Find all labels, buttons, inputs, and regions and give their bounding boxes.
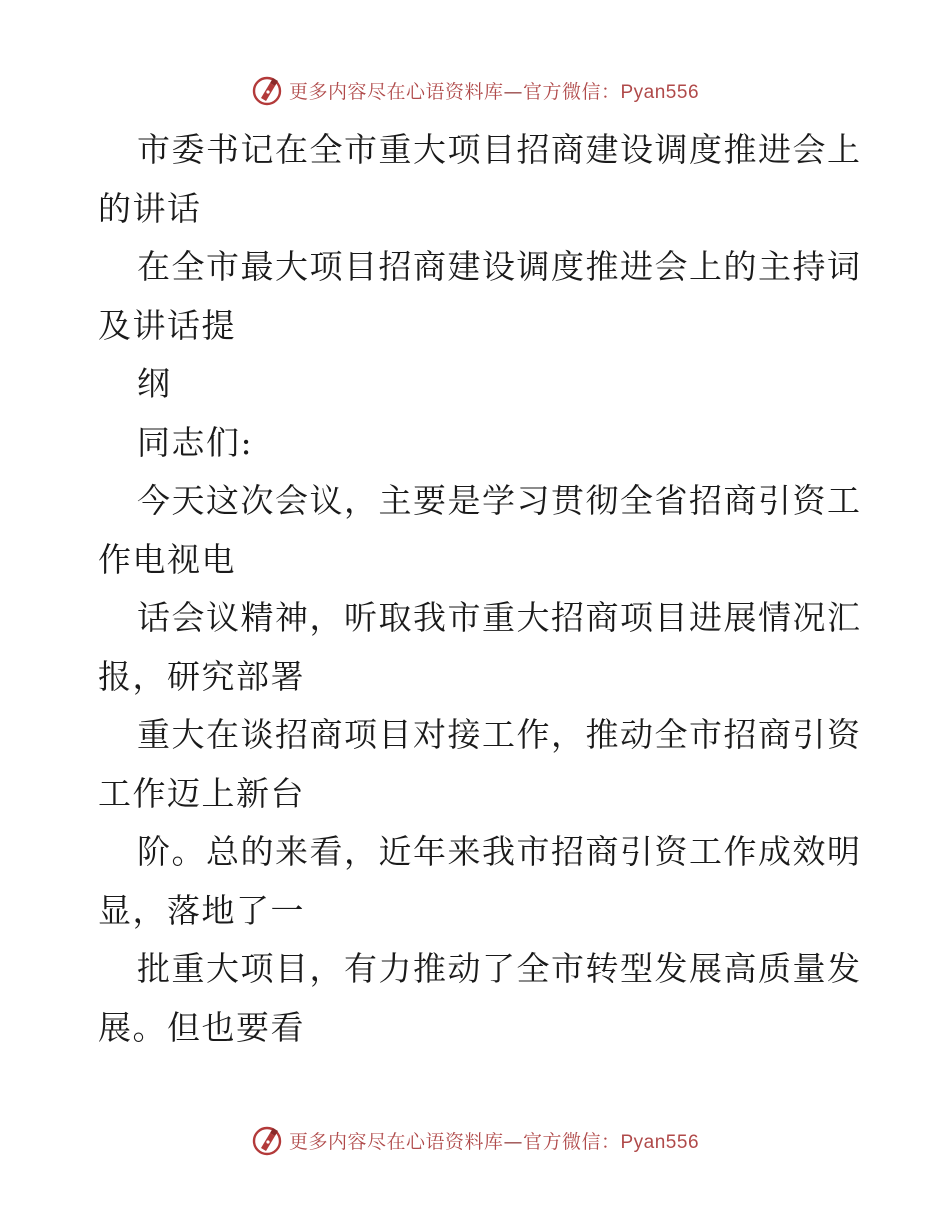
document-line: 作电视电 — [98, 539, 236, 579]
document-line: 报，研究部署 — [98, 656, 305, 696]
document-line: 同志们: — [137, 422, 254, 462]
banner-text — [289, 77, 699, 104]
document-line: 工作迈上新台 — [98, 773, 305, 813]
banner-wechat-label: 官方微信： — [522, 80, 621, 103]
document-line: 纲 — [137, 364, 172, 403]
banner-site-name: 更多内容尽在心语资料库 — [288, 1130, 504, 1153]
document-line: 话会议精神，听取我市重大招商项目进展情况汇 — [137, 598, 862, 637]
banner-dash: — — [503, 1130, 523, 1153]
banner-wechat-label: 官方微信： — [522, 1130, 621, 1153]
document-line: 展。但也要看 — [98, 1007, 305, 1047]
banner-site-name: 更多内容尽在心语资料库 — [288, 80, 504, 103]
document-line: 的讲话 — [98, 188, 202, 228]
document-line: 在全市最大项目招商建设调度推进会上的主持词 — [137, 247, 862, 286]
banner-wechat-id: Pyan556 — [620, 1131, 700, 1153]
document-line: 市委书记在全市重大项目招商建设调度推进会上 — [137, 130, 862, 169]
document-line: 批重大项目，有力推动了全市转型发展高质量发 — [137, 949, 862, 988]
pen-nib-logo-icon — [251, 74, 283, 106]
banner-dash: — — [503, 80, 523, 103]
pen-nib-logo-icon — [251, 1124, 283, 1156]
banner-wechat-id: Pyan556 — [620, 81, 700, 103]
header-banner — [0, 72, 950, 108]
document-line: 重大在谈招商项目对接工作，推动全市招商引资 — [137, 715, 862, 754]
footer-banner — [0, 1122, 950, 1158]
document-line: 今天这次会议，主要是学习贯彻全省招商引资工 — [137, 481, 862, 520]
document-line: 及讲话提 — [98, 305, 236, 345]
document-line: 阶。总的来看，近年来我市招商引资工作成效明 — [137, 832, 862, 871]
document-line: 显，落地了一 — [98, 890, 305, 930]
banner-text — [289, 1127, 699, 1154]
